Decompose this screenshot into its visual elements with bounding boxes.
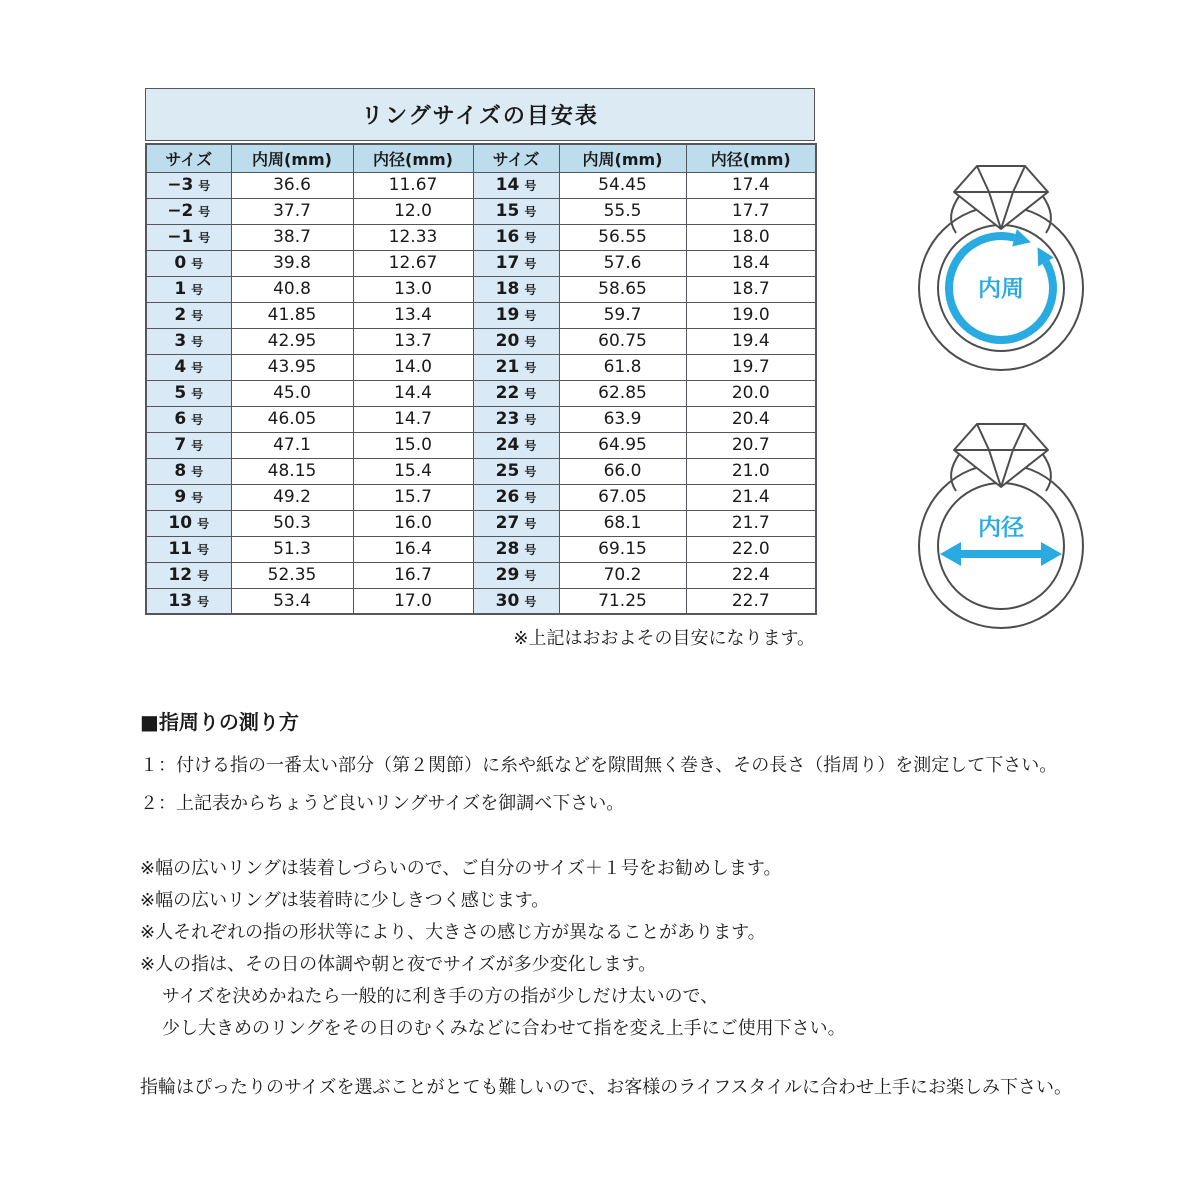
- circumference-cell: 39.8: [231, 250, 353, 276]
- column-header: 内径(mm): [686, 144, 816, 172]
- size-cell: 10 号: [146, 510, 231, 536]
- circumference-cell: 70.2: [559, 562, 686, 588]
- diameter-cell: 22.0: [686, 536, 816, 562]
- size-cell: 19 号: [473, 302, 559, 328]
- size-cell: 6 号: [146, 406, 231, 432]
- column-header: サイズ: [146, 144, 231, 172]
- diameter-cell: 19.4: [686, 328, 816, 354]
- diameter-cell: 13.0: [353, 276, 473, 302]
- diameter-cell: 12.33: [353, 224, 473, 250]
- size-cell: 1 号: [146, 276, 231, 302]
- table-row: [146, 172, 816, 198]
- circumference-cell: 52.35: [231, 562, 353, 588]
- circumference-cell: 56.55: [559, 224, 686, 250]
- diameter-cell: 16.4: [353, 536, 473, 562]
- circumference-cell: 50.3: [231, 510, 353, 536]
- diameter-cell: 20.4: [686, 406, 816, 432]
- size-cell: 25 号: [473, 458, 559, 484]
- closing-note: 指輪はぴったりのサイズを選ぶことがとても難しいので、お客様のライフスタイルに合わせ上手にお楽しみ下さい。: [140, 1077, 1073, 1098]
- diameter-cell: 18.0: [686, 224, 816, 250]
- diameter-cell: 12.0: [353, 198, 473, 224]
- table-title: リングサイズの目安表: [145, 88, 815, 141]
- instruction-notes: [140, 853, 1100, 1045]
- size-cell: 9 号: [146, 484, 231, 510]
- column-header: 内周(mm): [231, 144, 353, 172]
- size-cell: 13 号: [146, 588, 231, 614]
- size-cell: 8 号: [146, 458, 231, 484]
- size-cell: 15 号: [473, 198, 559, 224]
- inner-diameter-diagram: [916, 421, 1086, 633]
- table-row: [146, 484, 816, 510]
- diameter-cell: 13.7: [353, 328, 473, 354]
- size-cell: 16 号: [473, 224, 559, 250]
- table-row: [146, 432, 816, 458]
- circumference-cell: 42.95: [231, 328, 353, 354]
- diameter-cell: 16.7: [353, 562, 473, 588]
- circumference-cell: 57.6: [559, 250, 686, 276]
- size-cell: 29 号: [473, 562, 559, 588]
- diameter-cell: 16.0: [353, 510, 473, 536]
- ring-size-table-section: [145, 88, 815, 650]
- size-cell: 18 号: [473, 276, 559, 302]
- diameter-cell: 22.7: [686, 588, 816, 614]
- diameter-cell: 17.7: [686, 198, 816, 224]
- diameter-cell: 17.0: [353, 588, 473, 614]
- diameter-cell: 13.4: [353, 302, 473, 328]
- column-header: サイズ: [473, 144, 559, 172]
- size-cell: 17 号: [473, 250, 559, 276]
- size-cell: 24 号: [473, 432, 559, 458]
- inner-circumference-label: 内周: [978, 276, 1024, 302]
- diameter-cell: 17.4: [686, 172, 816, 198]
- column-header: 内径(mm): [353, 144, 473, 172]
- circumference-cell: 58.65: [559, 276, 686, 302]
- note-line: ※人の指は、その日の体調や朝と夜でサイズが多少変化します。: [140, 954, 657, 975]
- table-row: [146, 276, 816, 302]
- instructions-heading: ■指周りの測り方: [140, 710, 299, 734]
- size-cell: 22 号: [473, 380, 559, 406]
- table-row: [146, 536, 816, 562]
- diameter-cell: 22.4: [686, 562, 816, 588]
- size-cell: 14 号: [473, 172, 559, 198]
- circumference-cell: 63.9: [559, 406, 686, 432]
- circumference-cell: 54.45: [559, 172, 686, 198]
- size-cell: 2 号: [146, 302, 231, 328]
- diameter-cell: 15.7: [353, 484, 473, 510]
- ring-size-table: [145, 143, 817, 615]
- diameter-cell: 21.4: [686, 484, 816, 510]
- diameter-cell: 21.0: [686, 458, 816, 484]
- size-cell: 28 号: [473, 536, 559, 562]
- diameter-cell: 19.7: [686, 354, 816, 380]
- table-row: [146, 588, 816, 614]
- table-header-row: [146, 144, 816, 172]
- diameter-cell: 11.67: [353, 172, 473, 198]
- diameter-cell: 15.4: [353, 458, 473, 484]
- circumference-cell: 41.85: [231, 302, 353, 328]
- size-cell: −1 号: [146, 224, 231, 250]
- circumference-cell: 49.2: [231, 484, 353, 510]
- diameter-cell: 20.0: [686, 380, 816, 406]
- table-row: [146, 354, 816, 380]
- note-line: ※幅の広いリングは装着しづらいので、ご自分のサイズ＋１号をお勧めします。: [140, 858, 782, 879]
- diameter-cell: 14.0: [353, 354, 473, 380]
- inner-circumference-diagram: [916, 163, 1086, 375]
- size-cell: 12 号: [146, 562, 231, 588]
- circumference-cell: 38.7: [231, 224, 353, 250]
- instruction-step: １：付ける指の一番太い部分（第２関節）に糸や紙などを隙間無く巻き、その長さ（指周り）を測定して下さい。: [140, 755, 1058, 776]
- diameter-cell: 14.7: [353, 406, 473, 432]
- circumference-cell: 62.85: [559, 380, 686, 406]
- diameter-cell: 18.7: [686, 276, 816, 302]
- circumference-cell: 55.5: [559, 198, 686, 224]
- circumference-cell: 51.3: [231, 536, 353, 562]
- note-line-indented: 少し大きめのリングをその日のむくみなどに合わせて指を変え上手にご使用下さい。: [162, 1018, 846, 1039]
- ring-with-circular-arrow-icon: [916, 163, 1086, 375]
- table-row: [146, 328, 816, 354]
- circumference-cell: 69.15: [559, 536, 686, 562]
- diameter-cell: 18.4: [686, 250, 816, 276]
- circumference-cell: 60.75: [559, 328, 686, 354]
- note-line: ※幅の広いリングは装着時に少しきつく感じます。: [140, 890, 550, 911]
- diameter-cell: 14.4: [353, 380, 473, 406]
- circumference-cell: 43.95: [231, 354, 353, 380]
- size-cell: 4 号: [146, 354, 231, 380]
- circumference-cell: 40.8: [231, 276, 353, 302]
- circumference-cell: 45.0: [231, 380, 353, 406]
- size-cell: 21 号: [473, 354, 559, 380]
- circumference-cell: 71.25: [559, 588, 686, 614]
- diameter-cell: 15.0: [353, 432, 473, 458]
- note-line: ※人それぞれの指の形状等により、大きさの感じ方が異なることがあります。: [140, 922, 766, 943]
- table-note: ※上記はおおよその目安になります。: [513, 628, 815, 649]
- circumference-cell: 64.95: [559, 432, 686, 458]
- column-header: 内周(mm): [559, 144, 686, 172]
- size-cell: 30 号: [473, 588, 559, 614]
- note-line-indented: サイズを決めかねたら一般的に利き手の方の指が少しだけ太いので、: [162, 986, 719, 1007]
- size-cell: −3 号: [146, 172, 231, 198]
- circumference-cell: 59.7: [559, 302, 686, 328]
- circumference-cell: 66.0: [559, 458, 686, 484]
- diameter-cell: 12.67: [353, 250, 473, 276]
- table-row: [146, 198, 816, 224]
- size-cell: 7 号: [146, 432, 231, 458]
- table-row: [146, 224, 816, 250]
- table-row: [146, 458, 816, 484]
- size-cell: 20 号: [473, 328, 559, 354]
- table-row: [146, 562, 816, 588]
- circumference-cell: 48.15: [231, 458, 353, 484]
- diameter-cell: 20.7: [686, 432, 816, 458]
- measuring-instructions-section: [140, 706, 1100, 1103]
- table-row: [146, 250, 816, 276]
- ring-with-diameter-arrow-icon: [916, 421, 1086, 633]
- circumference-cell: 47.1: [231, 432, 353, 458]
- size-cell: 27 号: [473, 510, 559, 536]
- size-cell: 3 号: [146, 328, 231, 354]
- circumference-cell: 37.7: [231, 198, 353, 224]
- circumference-cell: 53.4: [231, 588, 353, 614]
- instruction-step: ２：上記表からちょうど良いリングサイズを御調べ下さい。: [140, 793, 625, 814]
- circumference-cell: 61.8: [559, 354, 686, 380]
- table-row: [146, 406, 816, 432]
- size-cell: 23 号: [473, 406, 559, 432]
- circumference-cell: 67.05: [559, 484, 686, 510]
- instruction-steps: [140, 747, 1100, 823]
- circumference-cell: 46.05: [231, 406, 353, 432]
- size-cell: 0 号: [146, 250, 231, 276]
- circumference-cell: 68.1: [559, 510, 686, 536]
- size-cell: 26 号: [473, 484, 559, 510]
- table-row: [146, 380, 816, 406]
- table-row: [146, 510, 816, 536]
- inner-diameter-label: 内径: [978, 515, 1024, 541]
- diameter-cell: 21.7: [686, 510, 816, 536]
- size-cell: −2 号: [146, 198, 231, 224]
- diameter-cell: 19.0: [686, 302, 816, 328]
- size-cell: 11 号: [146, 536, 231, 562]
- table-row: [146, 302, 816, 328]
- circumference-cell: 36.6: [231, 172, 353, 198]
- size-cell: 5 号: [146, 380, 231, 406]
